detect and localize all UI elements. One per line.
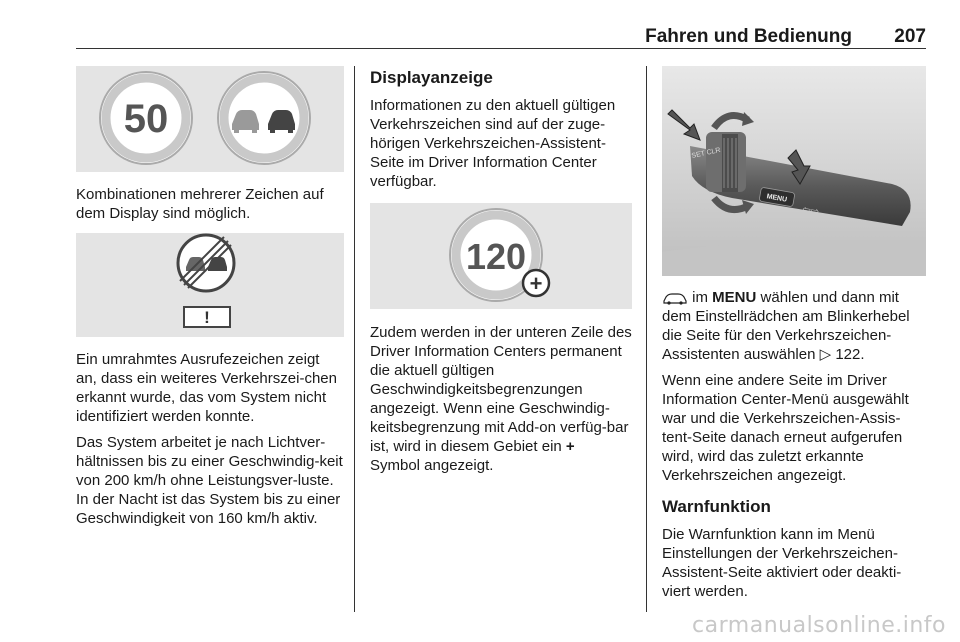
paragraph: Informationen zu den aktuell gültigen Verkehrszeichen sind auf der zuge-hörigen Verkehrszeichen-Assistent-Seite im Driver Information Center verfügbar. [370,97,616,190]
svg-text:+: + [529,271,543,296]
set-clr-label: SET CLR [690,146,722,160]
right-column [662,66,926,608]
exclamation-mark: ! [204,308,210,327]
speed-limit-sign-icon [100,72,192,164]
left-column [76,66,344,535]
paragraph: Die Warnfunktion kann im Menü Einstellungen der Verkehrszeichen-Assistent-Seite aktiviert oder deakti-viert werden. [662,526,902,600]
paragraph: Kombinationen mehrerer Zeichen auf dem Display sind möglich. [76,186,324,222]
end-of-restrictions-figure [76,233,344,337]
section-heading: Warnfunktion [662,497,771,516]
turn-signal-lever-figure [662,66,926,276]
svg-text:⇦⇨: ⇦⇨ [801,204,820,218]
middle-column [370,68,632,482]
speed-and-no-overtaking-figure [76,66,344,172]
end-no-overtaking-sign-icon [178,235,234,291]
no-overtaking-sign-icon [218,72,310,164]
column-divider-left [354,66,355,612]
paragraph: Das System arbeitet je nach Lichtver-hältnissen bis zu einer Geschwindig-keit von 200 km/h ohne Leistungsver-luste. In der Nacht ist das System bis zu einer Geschwindigkeit von 160 km/h aktiv. [76,434,343,527]
plus-symbol: + [565,438,575,455]
paragraph: im MENU wählen und dann mit dem Einstellrädchen am Blinkerhebel die Seite für den Verkehrszeichen-Assistenten auswählen ▷ 122. [662,289,910,363]
add-on-plus-icon [523,270,549,296]
page-header [76,26,926,48]
chapter-title: Fahren und Bedienung [645,26,852,47]
speed-limit-value: 50 [123,97,169,141]
warning-frame-icon [184,307,230,327]
menu-keyword: MENU [712,289,757,306]
page-number: 207 [894,26,926,47]
page-reference: 122. [835,346,865,363]
page-reference-icon: ▷ [819,346,832,363]
paragraph: Wenn eine andere Seite im Driver Information Center-Menü ausgewählt war und die Verkehrszeichen-Assis-tent-Seite danach erneut aufgerufen wird, wird das zuletzt erkannte Verkehrszeichen angezeigt. [662,372,909,484]
column-divider-right [646,66,647,612]
car-icon [662,291,688,305]
section-heading: Displayanzeige [370,68,493,87]
speed-sign-display-figure [370,203,632,309]
paragraph: Zudem werden in der unteren Zeile des Driver Information Centers permanent die aktuell gültigen Geschwindigkeitsbegrenzungen angezeigt. Wenn eine Geschwindig-keitsbegrenzung mit Add-on verfüg-bar ist, wird in diesem Gebiet ein + Symbol angezeigt. [370,324,632,474]
menu-button-label: MENU [765,193,788,204]
header-divider [76,48,926,49]
paragraph: Ein umrahmtes Ausrufezeichen zeigt an, dass ein weiteres Verkehrszei-chen erkannt wurde, das vom System nicht identifiziert werden konnte. [76,351,337,425]
watermark: carmanualsonline.info [692,613,946,638]
speed-limit-value: 120 [465,236,527,277]
